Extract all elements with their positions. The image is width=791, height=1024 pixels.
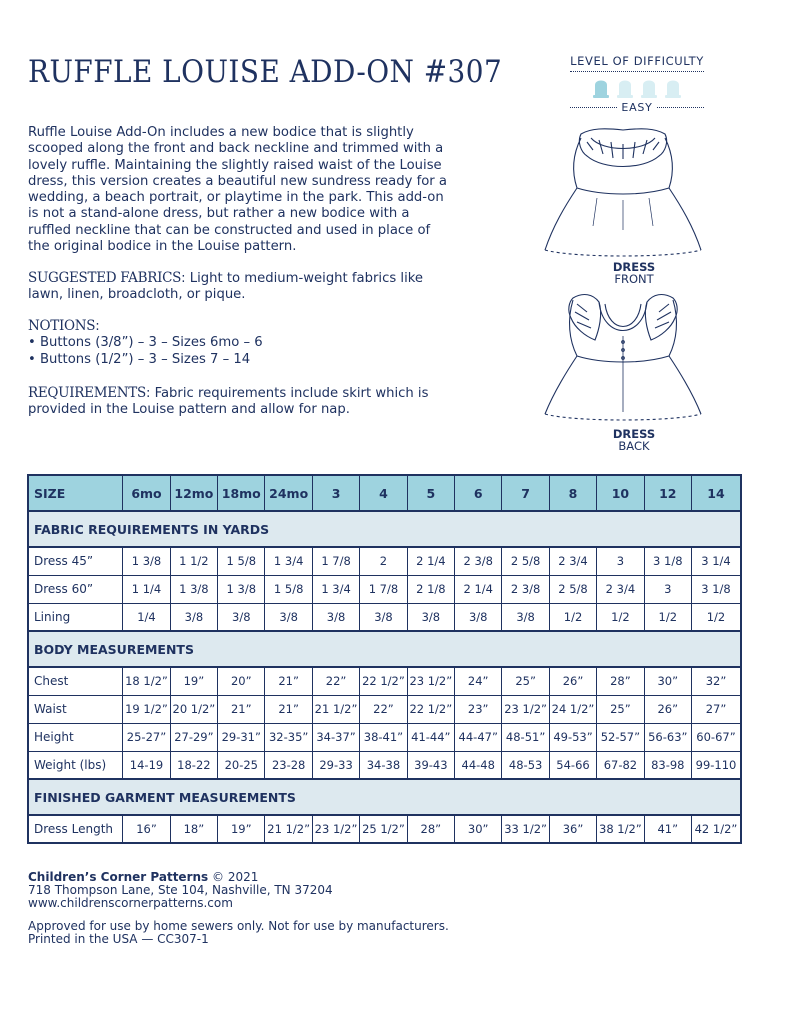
table-cell: 30” <box>644 667 691 695</box>
table-cell: 1 5/8 <box>265 575 312 603</box>
copyright: © 2021 <box>208 870 259 884</box>
size-header-row <box>28 475 741 511</box>
table-cell: 19 1/2” <box>123 695 170 723</box>
section-title: FABRIC REQUIREMENTS IN YARDS <box>28 511 741 547</box>
row-label: Dress Length <box>28 815 123 843</box>
table-cell: 14-19 <box>123 751 170 779</box>
table-cell: 34-38 <box>360 751 407 779</box>
size-header-cell: 5 <box>407 475 454 511</box>
table-cell: 44-48 <box>455 751 502 779</box>
size-header-cell: 3 <box>312 475 359 511</box>
table-cell: 60-67” <box>691 723 741 751</box>
table-cell: 41-44” <box>407 723 454 751</box>
table-cell: 21 1/2” <box>312 695 359 723</box>
intro-paragraph: Ruffle Louise Add-On includes a new bodice that is slightly scooped along the front and back neckline and trimmed with a lovely ruffle. Maintaining the slightly raised waist of the Louise dress, this version creates a beautiful new sundress ready for a wedding, a beach portrait, or playtime in the park. This add-on is not a stand-alone dress, but rather a new bodice with a ruffled neckline that can be constructed and used in place of the original bodice in the Louise pattern. <box>28 125 447 255</box>
section-title: FINISHED GARMENT MEASUREMENTS <box>28 779 741 815</box>
table-cell: 19” <box>218 815 265 843</box>
table-row <box>28 547 741 575</box>
thimble-icon <box>591 77 611 99</box>
table-row <box>28 667 741 695</box>
table-cell: 27” <box>691 695 741 723</box>
table-cell: 54-66 <box>549 751 596 779</box>
size-header-cell: 10 <box>597 475 644 511</box>
table-cell: 22 1/2” <box>360 667 407 695</box>
front-caption-title: DRESS <box>612 260 656 274</box>
table-cell: 2 5/8 <box>549 575 596 603</box>
table-cell: 30” <box>455 815 502 843</box>
notions-section <box>28 318 448 368</box>
table-cell: 38-41” <box>360 723 407 751</box>
table-cell: 32” <box>691 667 741 695</box>
table-cell: 22” <box>360 695 407 723</box>
table-cell: 28” <box>407 815 454 843</box>
table-cell: 1 7/8 <box>360 575 407 603</box>
table-cell: 3 1/4 <box>691 547 741 575</box>
back-caption-subtitle: BACK <box>618 439 650 453</box>
thimble-icon <box>639 77 659 99</box>
table-cell: 1 7/8 <box>312 547 359 575</box>
row-label: Dress 60” <box>28 575 123 603</box>
table-cell: 2 3/4 <box>549 547 596 575</box>
size-header-cell: 8 <box>549 475 596 511</box>
table-cell: 3 1/8 <box>691 575 741 603</box>
table-cell: 3/8 <box>407 603 454 631</box>
table-cell: 1/2 <box>597 603 644 631</box>
company-name: Children’s Corner Patterns <box>28 870 209 884</box>
table-cell: 22 1/2” <box>407 695 454 723</box>
table-cell: 48-51” <box>502 723 549 751</box>
table-row <box>28 575 741 603</box>
table-cell: 99-110 <box>691 751 741 779</box>
table-cell: 2 3/4 <box>597 575 644 603</box>
table-cell: 39-43 <box>407 751 454 779</box>
table-cell: 42 1/2” <box>691 815 741 843</box>
table-cell: 48-53 <box>502 751 549 779</box>
table-cell: 18 1/2” <box>123 667 170 695</box>
table-cell: 1 5/8 <box>218 547 265 575</box>
dress-front-sketch <box>543 126 703 258</box>
table-cell: 24” <box>455 667 502 695</box>
difficulty-level-label: EASY <box>621 101 653 114</box>
table-cell: 67-82 <box>597 751 644 779</box>
table-cell: 41” <box>644 815 691 843</box>
table-cell: 27-29” <box>170 723 217 751</box>
table-cell: 23 1/2” <box>407 667 454 695</box>
table-section-header <box>28 631 741 667</box>
row-label: Weight (lbs) <box>28 751 123 779</box>
table-cell: 3/8 <box>360 603 407 631</box>
row-label: Chest <box>28 667 123 695</box>
table-cell: 3 <box>644 575 691 603</box>
row-label: Lining <box>28 603 123 631</box>
front-sketch-caption <box>594 261 674 285</box>
table-cell: 19” <box>170 667 217 695</box>
table-cell: 3 1/8 <box>644 547 691 575</box>
disclaimer: Approved for use by home sewers only. Not for use by manufacturers. <box>28 919 449 933</box>
table-cell: 2 3/8 <box>502 575 549 603</box>
table-cell: 16” <box>123 815 170 843</box>
table-section-header <box>28 779 741 815</box>
row-label: Height <box>28 723 123 751</box>
table-cell: 21” <box>218 695 265 723</box>
difficulty-thimbles <box>570 77 704 99</box>
size-chart-table <box>27 474 742 844</box>
table-cell: 1 1/4 <box>123 575 170 603</box>
size-header-cell: 6 <box>455 475 502 511</box>
website-link[interactable]: www.childrenscornerpatterns.com <box>28 896 233 910</box>
table-cell: 29-31” <box>218 723 265 751</box>
back-sketch-caption <box>594 428 674 452</box>
table-cell: 23” <box>455 695 502 723</box>
dotted-divider <box>570 107 617 108</box>
table-cell: 21” <box>265 695 312 723</box>
table-cell: 33 1/2” <box>502 815 549 843</box>
table-cell: 36” <box>549 815 596 843</box>
table-cell: 25 1/2” <box>360 815 407 843</box>
thimble-icon <box>663 77 683 99</box>
table-cell: 2 1/8 <box>407 575 454 603</box>
table-cell: 3/8 <box>170 603 217 631</box>
table-cell: 1/2 <box>644 603 691 631</box>
table-cell: 18” <box>170 815 217 843</box>
table-cell: 2 5/8 <box>502 547 549 575</box>
suggested-fabrics-text: : Light to medium-weight fabrics like lawn, linen, broadcloth, or pique. <box>28 271 424 303</box>
table-cell: 20-25 <box>218 751 265 779</box>
table-cell: 23 1/2” <box>312 815 359 843</box>
table-cell: 1 3/8 <box>218 575 265 603</box>
table-cell: 22” <box>312 667 359 695</box>
table-cell: 1 3/8 <box>123 547 170 575</box>
table-row <box>28 815 741 843</box>
dotted-divider <box>657 107 704 108</box>
table-cell: 1 1/2 <box>170 547 217 575</box>
requirements-text: : Fabric requirements include skirt which is provided in the Louise pattern and allow for nap. <box>28 386 429 418</box>
table-cell: 26” <box>549 667 596 695</box>
table-cell: 1/2 <box>549 603 596 631</box>
footer <box>28 871 449 946</box>
thimble-icon <box>615 77 635 99</box>
table-cell: 1/4 <box>123 603 170 631</box>
table-cell: 2 1/4 <box>455 575 502 603</box>
table-cell: 28” <box>597 667 644 695</box>
company-address: 718 Thompson Lane, Ste 104, Nashville, TN 37204 <box>28 883 333 897</box>
row-label: Waist <box>28 695 123 723</box>
notions-heading: NOTIONS <box>28 318 96 334</box>
table-cell: 1 3/4 <box>265 547 312 575</box>
table-row <box>28 723 741 751</box>
table-cell: 26” <box>644 695 691 723</box>
table-cell: 3/8 <box>312 603 359 631</box>
table-cell: 56-63” <box>644 723 691 751</box>
dress-back-sketch <box>543 290 703 422</box>
table-cell: 1 3/8 <box>170 575 217 603</box>
table-cell: 3 <box>597 547 644 575</box>
requirements-heading: REQUIREMENTS <box>28 385 146 401</box>
table-cell: 1 3/4 <box>312 575 359 603</box>
table-cell: 23 1/2” <box>502 695 549 723</box>
table-cell: 2 1/4 <box>407 547 454 575</box>
size-header-cell: 12mo <box>170 475 217 511</box>
size-header-cell: 7 <box>502 475 549 511</box>
difficulty-level-row <box>570 101 704 114</box>
table-cell: 83-98 <box>644 751 691 779</box>
table-cell: 20” <box>218 667 265 695</box>
printed-note: Printed in the USA — CC307-1 <box>28 932 209 946</box>
table-cell: 3/8 <box>502 603 549 631</box>
page-title: RUFFLE LOUISE ADD-ON #307 <box>28 54 503 90</box>
table-cell: 44-47” <box>455 723 502 751</box>
table-cell: 25” <box>502 667 549 695</box>
table-cell: 52-57” <box>597 723 644 751</box>
table-cell: 34-37” <box>312 723 359 751</box>
notion-item: • Buttons (3/8”) – 3 – Sizes 6mo – 6 <box>28 335 263 351</box>
table-row <box>28 603 741 631</box>
table-cell: 23-28 <box>265 751 312 779</box>
table-cell: 49-53” <box>549 723 596 751</box>
table-cell: 24 1/2” <box>549 695 596 723</box>
table-cell: 18-22 <box>170 751 217 779</box>
size-header-cell: 4 <box>360 475 407 511</box>
suggested-fabrics-heading: SUGGESTED FABRICS <box>28 270 182 286</box>
table-cell: 21 1/2” <box>265 815 312 843</box>
suggested-fabrics-section <box>28 270 448 304</box>
table-cell: 3/8 <box>455 603 502 631</box>
dotted-divider <box>570 71 704 72</box>
table-section-header <box>28 511 741 547</box>
size-header-cell: 24mo <box>265 475 312 511</box>
table-cell: 25-27” <box>123 723 170 751</box>
table-cell: 1/2 <box>691 603 741 631</box>
back-caption-title: DRESS <box>612 427 656 441</box>
table-cell: 32-35” <box>265 723 312 751</box>
difficulty-indicator <box>570 54 704 114</box>
difficulty-label: LEVEL OF DIFFICULTY <box>570 54 704 68</box>
table-cell: 3/8 <box>265 603 312 631</box>
notion-item: • Buttons (1/2”) – 3 – Sizes 7 – 14 <box>28 351 251 367</box>
size-header-cell: 18mo <box>218 475 265 511</box>
table-cell: 38 1/2” <box>597 815 644 843</box>
table-cell: 25” <box>597 695 644 723</box>
table-row <box>28 695 741 723</box>
size-header-cell: 6mo <box>123 475 170 511</box>
table-row <box>28 751 741 779</box>
notions-colon: : <box>95 319 100 334</box>
table-cell: 2 <box>360 547 407 575</box>
table-cell: 3/8 <box>218 603 265 631</box>
size-header-cell: 14 <box>691 475 741 511</box>
table-cell: 21” <box>265 667 312 695</box>
section-title: BODY MEASUREMENTS <box>28 631 741 667</box>
requirements-section <box>28 385 448 419</box>
table-cell: 29-33 <box>312 751 359 779</box>
size-header-label: SIZE <box>28 475 123 511</box>
row-label: Dress 45” <box>28 547 123 575</box>
table-cell: 2 3/8 <box>455 547 502 575</box>
table-cell: 20 1/2” <box>170 695 217 723</box>
front-caption-subtitle: FRONT <box>614 272 654 286</box>
size-header-cell: 12 <box>644 475 691 511</box>
